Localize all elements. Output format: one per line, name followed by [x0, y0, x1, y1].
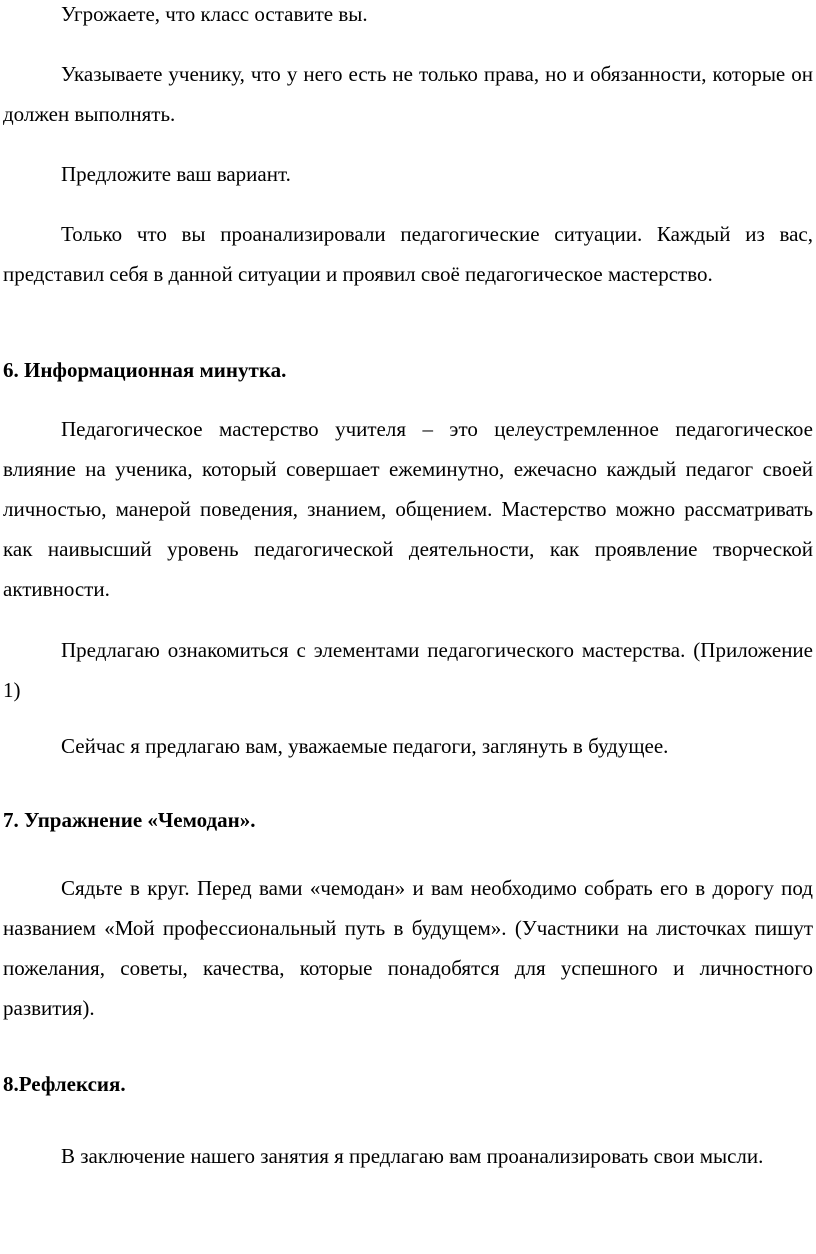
paragraph-threaten-class: Угрожаете, что класс оставите вы.	[61, 2, 368, 26]
paragraph-student-duties: Указываете ученику, что у него есть не только права, но и обязанности, которые он должен выполнять.	[3, 62, 813, 126]
paragraph-look-into-future: Сейчас я предлагаю вам, уважаемые педагоги, заглянуть в будущее.	[61, 734, 669, 758]
paragraph-analyzed-situations: Только что вы проанализировали педагогические ситуации. Каждый из вас, представил себя в данной ситуации и проявил своё педагогическое мастерство.	[3, 222, 813, 286]
paragraph-suggest-variant: Предложите ваш вариант.	[61, 162, 291, 186]
section-heading-suitcase-exercise: 7. Упражнение «Чемодан».	[3, 808, 256, 832]
paragraph-suitcase-instructions: Сядьте в круг. Перед вами «чемодан» и вам необходимо собрать его в дорогу под названием «Мой профессиональный путь в будущем». (Участники на листочках пишут пожелания, советы, качества, которые понадобятся для успешного и личностного развития).	[3, 876, 813, 1020]
section-heading-info-minute: 6. Информационная минутка.	[3, 358, 287, 382]
section-heading-reflection: 8.Рефлексия.	[3, 1072, 126, 1096]
paragraph-pedagogical-mastery: Педагогическое мастерство учителя – это целеустремленное педагогическое влияние на ученика, который совершает ежеминутно, ежечасно каждый педагог своей личностью, манерой поведения, знанием, общением. Мастерство можно рассматривать как наивысший уровень педагогической деятельности, как проявление творческой активности.	[3, 417, 813, 601]
paragraph-mastery-elements: Предлагаю ознакомиться с элементами педагогического мастерства. (Приложение 1)	[3, 638, 813, 702]
paragraph-conclusion: В заключение нашего занятия я предлагаю вам проанализировать свои мысли.	[61, 1144, 764, 1168]
